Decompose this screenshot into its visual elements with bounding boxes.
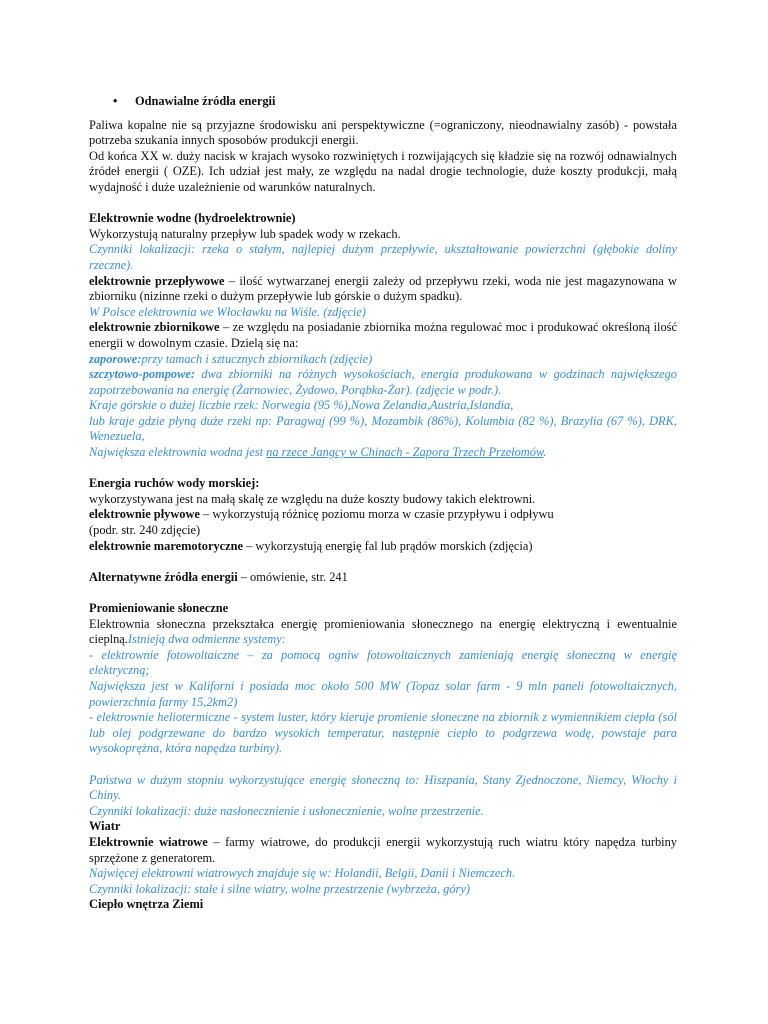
jangcy-link[interactable]: na rzece Jangcy w Chinach - Zapora Trzech Przełomów	[266, 445, 544, 460]
solar-desc: Elektrownia słoneczna przekształca energię promieniowania słonecznego na energię elektryczną i ewentualnie cieplną.	[89, 616, 677, 647]
intro-paragraph-2: Od końca XX w. duży nacisk w krajach wysoko rozwiniętych i rozwijających się kładzie się na rozwój odnawialnych źródeł energii ( OZE). Ich udział jest mały, ze względu na nadal drogie technologie, duże koszty produkcji, małą wydajność i duże uzależnienie od warunków naturalnych.	[89, 148, 677, 194]
wind-heading: Wiatr	[89, 819, 121, 834]
geo-heading: Ciepło wnętrza Ziemi	[89, 897, 204, 912]
maremotoryczne-desc: – wykorzystują energię fal lub prądów morskich (zdjęcia)	[243, 538, 533, 553]
sea-heading: Energia ruchów wody morskiej:	[89, 476, 260, 491]
przeplywowe-desc: – ilość wytwarzanej energii zależy od przepływu rzeki, woda nie jest magazynowana w zbiorniku (nizinne rzeki o dużym przepływie lub górskie o dużym spadku).	[89, 273, 677, 304]
term-plywowe: elektrownie pływowe	[89, 507, 200, 522]
bullet-item	[113, 94, 677, 110]
sea-maremotoryczne	[89, 539, 677, 555]
bullet-dot-icon: •	[113, 94, 118, 108]
sea-line-1: wykorzystywana jest na małą skalę ze względu na duże koszty budowy takich elektrowni.	[89, 491, 536, 506]
document-page	[89, 86, 677, 913]
term-wiatrowe: Elektrownie wiatrowe	[89, 834, 208, 849]
szczytowo-desc: dwa zbiorniki na różnych wysokościach, energia produkowana w godzinach największego zapotrzebowania na energię (Żarnowiec, Żydowo, Porąbka-Żar). (zdjęcie w podr.).	[89, 367, 677, 397]
solar-foto: - elektrownie fotowoltaiczne – za pomocą ogniw fotowoltaicznych zamieniają energię słoneczną w energię elektryczną;	[89, 647, 677, 678]
najwieksza-post: .	[543, 445, 547, 460]
zaporowe-desc: przy tamach i sztucznych zbiornikach (zdjęcie)	[141, 351, 373, 366]
hydro-szczytowo	[89, 367, 677, 398]
hydro-heading: Elektrownie wodne (hydroelektrownie)	[89, 211, 296, 226]
najwieksza-pre: Największa elektrownia wodna jest	[89, 445, 267, 460]
solar-systems: Istnieją dwa odmienne systemy:	[127, 632, 286, 647]
hydro-wloclawek: W Polsce elektrownia we Włocławku na Wiśle. (zdjęcie)	[89, 304, 366, 319]
hydro-kraje: lub kraje gdzie płyną duże rzeki np: Paragwaj (99 %), Mozambik (86%), Kolumbia (82 %), Brazylia (67 %), DRK, Wenezuela,	[89, 413, 677, 444]
hydro-zaporowe	[89, 352, 677, 368]
sea-plywowe	[89, 507, 677, 523]
solar-czynniki: Czynniki lokalizacji: duże nasłonecznienie i usłonecznienie, wolne przestrzenie.	[89, 803, 484, 818]
wind-line-1	[89, 835, 677, 866]
section-heading-oze: Odnawialne źródła energii	[135, 94, 276, 108]
solar-heading: Promieniowanie słoneczne	[89, 601, 229, 615]
term-zbiornikowe: elektrownie zbiornikowe	[89, 320, 220, 335]
term-szczytowo: szczytowo-pompowe:	[89, 367, 195, 382]
solar-panstwa: Państwa w dużym stopniu wykorzystujące energię słoneczną to: Hiszpania, Stany Zjednoczone, Niemcy, Włochy i Chiny.	[89, 772, 677, 803]
hydro-location-factors: Czynniki lokalizacji: rzeka o stałym, najlepiej dużym przepływie, ukształtowanie powierzchni (głębokie doliny rzeczne).	[89, 242, 677, 272]
solar-kalifornia: Największa jest w Kaliforni i posiada moc około 500 MW (Topaz solar farm - 9 mln paneli fotowoltaicznych, powierzchnia farmy 15,2km2)	[89, 678, 677, 709]
alt-desc: – omówienie, str. 241	[237, 569, 348, 584]
alt-heading: Alternatywne źródła energii	[89, 569, 238, 584]
term-maremotoryczne: elektrownie maremotoryczne	[89, 538, 244, 553]
intro-paragraph-1: Paliwa kopalne nie są przyjazne środowisku ani perspektywiczne (=ograniczony, nieodnawialny zasób) - powstała potrzeba szukania innych sposobów produkcji energii.	[89, 117, 677, 148]
hydro-najwieksza	[89, 445, 677, 461]
hydro-gorskie: Kraje górskie o dużej liczbie rzek: Norwegia (95 %),Nowa Zelandia,Austria,Islandia,	[89, 398, 514, 413]
hydro-line-1: Wykorzystują naturalny przepływ lub spadek wody w rzekach.	[89, 226, 401, 241]
zbiornikowe-desc: – ze względu na posiadanie zbiornika można regulować moc i produkować określoną ilość energii w dowolnym czasie. Dzielą się na:	[89, 320, 677, 350]
hydro-przeplywowe	[89, 274, 677, 305]
wind-czynniki: Czynniki lokalizacji: stałe i silne wiatry, wolne przestrzenie (wybrzeża, góry)	[89, 881, 470, 896]
solar-helio: - elektrownie heliotermiczne - system luster, który kieruje promienie słoneczne na zbiornik z wymiennikiem ciepła (sól lub olej podgrzewane do bardzo wysokich temperatur, następnie ciepło to podgrzewa wodę, powstaje para wysokoprężna, która napędza turbiny).	[89, 710, 677, 756]
sea-podr: (podr. str. 240 zdjęcie)	[89, 523, 201, 538]
wiatrowe-desc: – farmy wiatrowe, do produkcji energii wykorzystują ruch wiatru który napędza turbiny sprzężone z generatorem.	[89, 834, 677, 865]
plywowe-desc: – wykorzystują różnicę poziomu morza w czasie przypływu i odpływu	[199, 507, 554, 522]
solar-line-1	[89, 617, 677, 648]
term-przeplywowe: elektrownie przepływowe	[89, 273, 225, 288]
alt-line	[89, 570, 677, 586]
hydro-zbiornikowe	[89, 320, 677, 351]
wind-most: Najwięcej elektrowni wiatrowych znajduje się w: Holandii, Belgii, Danii i Niemczech.	[89, 866, 516, 881]
term-zaporowe: zaporowe:	[89, 351, 142, 366]
